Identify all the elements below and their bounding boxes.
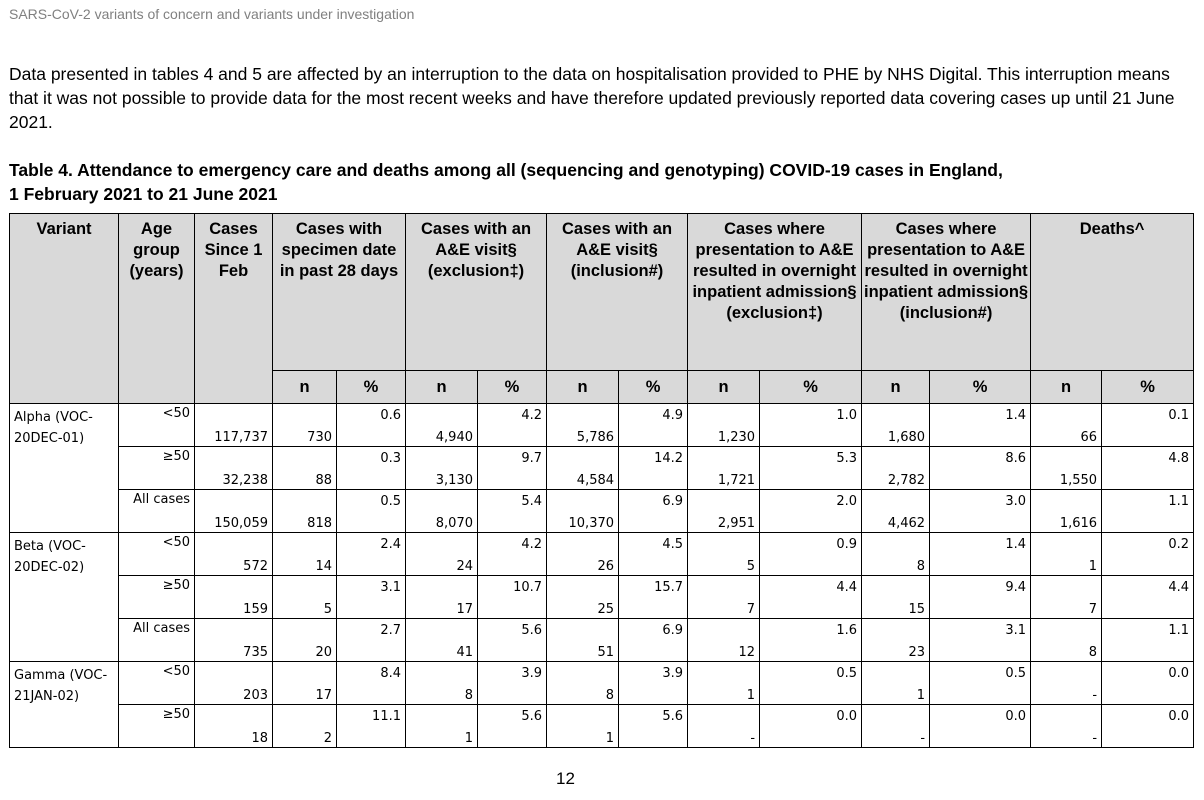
percent: 9.7 (521, 451, 543, 466)
count-n: 1 (605, 731, 615, 746)
count-n: 23 (908, 645, 926, 660)
percent: 0.0 (1168, 709, 1190, 724)
count-n: 7 (746, 602, 756, 617)
subheader-n: n (862, 371, 930, 404)
subheader-n: n (547, 371, 619, 404)
percent: 1.4 (1005, 408, 1027, 423)
percent: 10.7 (513, 580, 543, 595)
table-row (10, 619, 1194, 662)
count-n: 1,230 (717, 430, 756, 445)
percent: 14.2 (654, 451, 684, 466)
count-n: 15 (908, 602, 926, 617)
col-header-deaths: Deaths^ (1031, 214, 1194, 371)
table-row (10, 533, 1194, 576)
cases-since: 150,059 (214, 516, 268, 531)
age-group: ≥50 (162, 449, 190, 464)
count-n: 88 (315, 473, 332, 488)
percent: 4.4 (836, 580, 858, 595)
percent: 15.7 (654, 580, 684, 595)
percent: 1.1 (1168, 494, 1190, 509)
count-n: 2,782 (887, 473, 926, 488)
count-n: 4,940 (435, 430, 473, 445)
count-n: 4,462 (887, 516, 926, 531)
table-caption-line2: 1 February 2021 to 21 June 2021 (9, 184, 278, 204)
percent: 4.5 (662, 537, 684, 552)
count-n: 66 (1080, 430, 1098, 445)
percent: 5.4 (521, 494, 543, 509)
percent: 11.1 (372, 709, 401, 724)
table-4 (9, 213, 1194, 748)
running-header: SARS-CoV-2 variants of concern and variants under investigation (9, 6, 415, 22)
count-n: 7 (1088, 602, 1098, 617)
subheader-n: n (406, 371, 478, 404)
subheader-pct: % (930, 371, 1031, 404)
percent: 3.1 (380, 580, 401, 595)
table-row (10, 576, 1194, 619)
table-row (10, 662, 1194, 705)
percent: 0.0 (1005, 709, 1027, 724)
percent: 6.9 (662, 494, 684, 509)
subheader-pct: % (337, 371, 406, 404)
count-n: - (1092, 731, 1098, 746)
percent: 4.8 (1168, 451, 1190, 466)
percent: 5.6 (521, 623, 543, 638)
count-n: 1 (1088, 559, 1098, 574)
percent: 1.1 (1168, 623, 1190, 638)
cases-since: 18 (251, 731, 268, 746)
percent: 0.0 (836, 709, 858, 724)
cases-since: 32,238 (222, 473, 268, 488)
col-header-ae-exclusion: Cases with an A&E visit§ (exclusion‡) (406, 214, 547, 371)
count-n: 12 (738, 645, 756, 660)
count-n: 5 (323, 602, 332, 617)
age-group: ≥50 (162, 707, 190, 722)
percent: 4.2 (521, 408, 543, 423)
count-n: 41 (456, 645, 473, 660)
percent: 3.1 (1005, 623, 1027, 638)
table-row (10, 490, 1194, 533)
percent: 4.9 (662, 408, 684, 423)
count-n: 1,550 (1059, 473, 1098, 488)
count-n: 4,584 (576, 473, 615, 488)
cases-since: 572 (243, 559, 268, 574)
count-n: - (920, 731, 926, 746)
percent: 1.0 (836, 408, 858, 423)
count-n: 2 (323, 731, 332, 746)
col-header-age-group: Age group (years) (119, 214, 195, 404)
percent: 9.4 (1005, 580, 1027, 595)
col-header-variant: Variant (10, 214, 119, 404)
count-n: 5 (746, 559, 756, 574)
table-caption (9, 158, 1189, 206)
count-n: 1,616 (1059, 516, 1098, 531)
percent: 0.2 (1168, 537, 1190, 552)
count-n: 8 (916, 559, 926, 574)
table-caption-line1: Table 4. Attendance to emergency care and deaths among all (sequencing and genotyping) COVID-19 cases in England, (9, 160, 1003, 180)
count-n: 17 (456, 602, 473, 617)
percent: 0.5 (836, 666, 858, 681)
col-header-ae-inclusion: Cases with an A&E visit§ (inclusion#) (547, 214, 688, 371)
count-n: 1 (746, 688, 756, 703)
count-n: - (750, 731, 756, 746)
cases-since: 159 (243, 602, 268, 617)
table-row (10, 447, 1194, 490)
variant-name: Gamma (VOC-21JAN-02) (10, 662, 119, 748)
age-group: ≥50 (162, 578, 190, 593)
table-row (10, 404, 1194, 447)
variant-name: Alpha (VOC-20DEC-01) (10, 404, 119, 533)
age-group: All cases (133, 492, 190, 507)
age-group: <50 (162, 664, 190, 679)
count-n: 1 (916, 688, 926, 703)
count-n: 8 (464, 688, 473, 703)
count-n: 51 (597, 645, 615, 660)
variant-name: Beta (VOC-20DEC-02) (10, 533, 119, 662)
count-n: 25 (597, 602, 615, 617)
col-header-overnight-inclusion: Cases where presentation to A&E resulted in overnight inpatient admission§ (inclusion#) (862, 214, 1031, 371)
count-n: 24 (456, 559, 473, 574)
percent: 1.4 (1005, 537, 1027, 552)
page-number: 12 (556, 769, 575, 788)
percent: 0.5 (380, 494, 401, 509)
percent: 3.9 (662, 666, 684, 681)
percent: 8.4 (380, 666, 401, 681)
count-n: 5,786 (576, 430, 615, 445)
cases-since: 117,737 (214, 430, 268, 445)
count-n: 17 (315, 688, 332, 703)
age-group: All cases (133, 621, 190, 636)
percent: 2.7 (380, 623, 401, 638)
count-n: - (1092, 688, 1098, 703)
count-n: 730 (307, 430, 332, 445)
count-n: 8 (1088, 645, 1098, 660)
subheader-pct: % (760, 371, 862, 404)
percent: 5.6 (521, 709, 543, 724)
subheader-pct: % (1102, 371, 1194, 404)
percent: 3.9 (521, 666, 543, 681)
percent: 4.4 (1168, 580, 1190, 595)
intro-paragraph: Data presented in tables 4 and 5 are affected by an interruption to the data on hospitalisation provided to PHE by NHS Digital. This interruption means that it was not possible to provide data for the most recent weeks and have therefore updated previously reported data covering cases up until 21 June 2021. (9, 64, 1175, 132)
percent: 4.2 (521, 537, 543, 552)
percent: 0.5 (1005, 666, 1027, 681)
col-header-overnight-exclusion: Cases where presentation to A&E resulted in overnight inpatient admission§ (exclusion‡) (688, 214, 862, 371)
count-n: 14 (315, 559, 332, 574)
percent: 6.9 (662, 623, 684, 638)
count-n: 8,070 (435, 516, 473, 531)
count-n: 3,130 (435, 473, 473, 488)
percent: 0.9 (836, 537, 858, 552)
subheader-n: n (688, 371, 760, 404)
subheader-pct: % (478, 371, 547, 404)
percent: 2.0 (836, 494, 858, 509)
count-n: 10,370 (568, 516, 615, 531)
subheader-n: n (273, 371, 337, 404)
percent: 0.6 (380, 408, 401, 423)
table-row (10, 705, 1194, 748)
count-n: 1,680 (887, 430, 926, 445)
count-n: 2,951 (717, 516, 756, 531)
count-n: 1,721 (717, 473, 756, 488)
table-body (10, 404, 1194, 748)
percent: 1.6 (836, 623, 858, 638)
percent: 8.6 (1005, 451, 1027, 466)
percent: 5.6 (662, 709, 684, 724)
count-n: 20 (315, 645, 332, 660)
percent: 3.0 (1005, 494, 1027, 509)
percent: 0.0 (1168, 666, 1190, 681)
percent: 0.3 (380, 451, 401, 466)
subheader-pct: % (619, 371, 688, 404)
count-n: 26 (597, 559, 615, 574)
count-n: 1 (464, 731, 473, 746)
percent: 5.3 (836, 451, 858, 466)
count-n: 818 (307, 516, 332, 531)
age-group: <50 (162, 535, 190, 550)
age-group: <50 (162, 406, 190, 421)
col-header-cases-since: Cases Since 1 Feb (195, 214, 273, 404)
cases-since: 203 (243, 688, 268, 703)
cases-since: 735 (243, 645, 268, 660)
col-header-cases-28-days: Cases with specimen date in past 28 days (273, 214, 406, 371)
count-n: 8 (605, 688, 615, 703)
percent: 2.4 (380, 537, 401, 552)
subheader-n: n (1031, 371, 1102, 404)
percent: 0.1 (1168, 408, 1190, 423)
